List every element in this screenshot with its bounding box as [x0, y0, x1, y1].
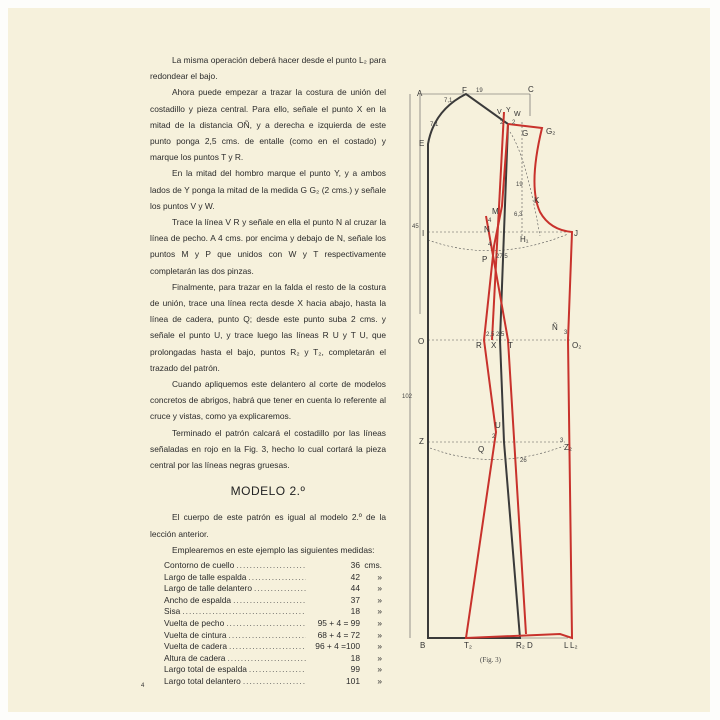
leader-dots: [254, 583, 306, 595]
leader-dots: [226, 618, 306, 630]
label-r: R: [476, 341, 482, 350]
label-r2: R₂: [516, 641, 525, 650]
measure-unit: »: [377, 606, 382, 617]
measure-name: Largo total delantero: [164, 676, 241, 687]
label-o2: O₂: [572, 341, 582, 350]
hip-curve: [430, 446, 564, 460]
label-j: J: [574, 229, 578, 238]
figure-caption: (Fig. 3): [480, 656, 501, 664]
page-number: 4: [141, 683, 145, 689]
measures-list: [150, 560, 386, 688]
label-l2: L₂: [570, 641, 578, 650]
measure-value: 68 + 4 = 72: [317, 629, 360, 640]
label-i: I: [422, 229, 425, 238]
measure-unit: cms.: [364, 560, 382, 571]
dart-line-b: [486, 216, 526, 634]
measure-left-102: 102: [402, 394, 413, 400]
measure-name: Vuelta de pecho: [164, 618, 225, 629]
leader-dots: [229, 630, 306, 642]
label-z: Z: [419, 437, 424, 446]
measure-hip-z: 3: [560, 438, 564, 444]
measure-unit: »: [377, 641, 382, 652]
leader-dots: [249, 664, 306, 676]
measure-row: [150, 676, 386, 688]
construction-lines: [410, 94, 570, 638]
paragraph: Trace la línea V R y señale en ella el punto N al cruzar la línea de pecho. A 4 cms. por encima y debajo de N, señale los puntos M y P que unidos con W y T respectivamente completarán las dos pinzas.: [150, 217, 386, 276]
measure-name: Altura de cadera: [164, 652, 226, 663]
label-x: X: [491, 341, 497, 350]
leader-dots: [229, 641, 306, 653]
label-w: W: [514, 111, 521, 118]
measure-hip-26: 26: [520, 458, 527, 464]
measure-waist-25b: 2,5: [496, 332, 505, 338]
paragraph: Emplearemos en este ejemplo las siguientes medidas:: [172, 544, 375, 555]
center-piece-outline: [428, 94, 520, 638]
measure-top-2a: 2: [500, 120, 504, 126]
label-c: C: [528, 86, 534, 94]
label-a: A: [417, 89, 423, 98]
text-column: [150, 52, 386, 688]
measure-row: [150, 560, 386, 572]
leader-dots: [236, 560, 306, 572]
label-t2: T₂: [464, 641, 472, 650]
measure-name: Largo de talle delantero: [164, 583, 253, 594]
label-q: Q: [478, 445, 485, 454]
measure-unit: »: [377, 664, 382, 675]
measure-top-width: 19: [476, 88, 483, 94]
black-pattern-outline: [428, 94, 520, 638]
paragraph: El cuerpo de este patrón es igual al modelo 2.º de la lección anterior.: [150, 512, 386, 539]
paragraph: La misma operación deberá hacer desde el punto L₂ para redondear el bajo.: [150, 55, 386, 82]
measure-value: 99: [350, 664, 360, 675]
measure-unit: »: [377, 652, 382, 663]
pattern-figure: [400, 86, 590, 652]
measure-row: [150, 664, 386, 676]
measure-value: 18: [350, 606, 360, 617]
measure-value: 36: [350, 560, 360, 571]
measure-unit: »: [377, 629, 382, 640]
point-labels: [417, 86, 581, 650]
measure-name: Ancho de espalda: [164, 594, 232, 605]
measure-value: 37: [350, 594, 360, 605]
paragraph: Ahora puede empezar a trazar la costura de unión del costadillo y pieza central. Para ello, señale el punto X en la mitad de la distancia OÑ, y a derecha e izquierda de este punto ponga 2,5 cms. de entalle (como en el costado) y marque los puntos T y R.: [150, 87, 386, 163]
measure-row: [150, 630, 386, 642]
label-g2: G₂: [546, 127, 556, 136]
measure-waist-n: 3: [564, 330, 568, 336]
measure-neck-a: 7,1: [444, 98, 453, 104]
measure-hip-2: 2: [492, 434, 496, 440]
leader-dots: [248, 572, 306, 584]
measure-name: Largo total de espalda: [164, 664, 247, 675]
measure-name: Largo de talle espalda: [164, 571, 247, 582]
measure-row: [150, 653, 386, 665]
side-piece-outline: [466, 124, 572, 638]
label-o: O: [418, 337, 425, 346]
label-n-tilde: Ñ: [552, 323, 558, 332]
paragraph: Finalmente, para trazar en la falda el resto de la costura de unión, trace una línea recta desde X hacia abajo, hasta la línea de cadera, punto Q; desde este punto suba 2 cms. y señale el punto U, y trace luego las líneas R U y T U, que prolongadas hasta el bajo, puntos R₂ y T₂, completarán el trazado del patrón.: [150, 281, 386, 373]
paragraph: Cuando apliquemos este delantero al corte de modelos concretos de abrigos, habrá que tener en cuenta lo referente al cruce y vistas, como ya explicaremos.: [150, 379, 386, 422]
measure-value: 18: [350, 652, 360, 663]
measure-row: [150, 572, 386, 584]
measure-name: Vuelta de cintura: [164, 629, 227, 640]
leader-dots: [243, 676, 306, 688]
measure-unit: »: [377, 676, 382, 687]
measure-unit: »: [377, 583, 382, 594]
measure-arm-19: 19: [516, 182, 523, 188]
measure-row: [150, 583, 386, 595]
measure-unit: »: [377, 618, 382, 629]
leader-dots: [227, 653, 306, 665]
label-g: G: [522, 129, 529, 138]
measure-value: 101: [346, 676, 360, 687]
label-m: M: [492, 207, 499, 216]
label-u: U: [495, 421, 501, 430]
label-h1: H₁: [520, 235, 529, 244]
measure-top-2b: 2: [512, 120, 516, 126]
measure-row: [150, 618, 386, 630]
label-t: T: [508, 341, 513, 350]
measure-chest-275: 27,5: [496, 254, 508, 260]
measure-left-45: 45: [412, 224, 419, 230]
label-v: V: [497, 109, 502, 116]
paragraph: En la mitad del hombro marque el punto Y, y a ambos lados de Y ponga la mitad de la medida G G₂ (2 cms.) y señale los puntos V y W.: [150, 168, 386, 211]
label-d: D: [527, 641, 533, 650]
measure-value: 44: [350, 583, 360, 594]
measure-name: Contorno de cuello: [164, 560, 235, 571]
measure-neck-e: 7,1: [430, 122, 439, 128]
label-k: K: [534, 196, 540, 205]
measure-row: [150, 641, 386, 653]
label-z2: Z₂: [564, 443, 572, 452]
measure-chest-4a: 4: [488, 218, 492, 224]
measure-name: Vuelta de cadera: [164, 641, 228, 652]
leader-dots: [182, 606, 306, 618]
paragraph: Terminado el patrón calcará el costadillo por las líneas señaladas en rojo en la Fig. 3, hecho lo cual cortará la pieza central por las líneas negras gruesas.: [150, 427, 386, 471]
label-l: L: [564, 641, 569, 650]
label-y: Y: [506, 107, 511, 114]
measure-value: 42: [350, 571, 360, 582]
measure-unit: »: [377, 571, 382, 582]
leader-dots: [233, 595, 306, 607]
measure-value: 96 + 4 =100: [315, 641, 360, 652]
measure-labels: [402, 88, 568, 464]
measure-arm-63: 6,3: [514, 212, 523, 218]
label-b: B: [420, 641, 426, 650]
red-pattern-outline: [466, 112, 572, 638]
measure-chest-4b: 4: [488, 242, 492, 248]
measure-value: 95 + 4 = 99: [317, 618, 360, 629]
measure-row: [150, 606, 386, 618]
book-page: [8, 8, 710, 712]
measure-name: Sisa: [164, 606, 181, 617]
label-e: E: [419, 139, 425, 148]
label-n: N: [484, 225, 490, 234]
label-f: F: [462, 86, 467, 95]
measure-row: [150, 595, 386, 607]
measure-unit: »: [377, 594, 382, 605]
section-title: MODELO 2.º: [230, 484, 306, 499]
measure-waist-25a: 2,5: [486, 332, 495, 338]
armhole-guide: [510, 132, 540, 236]
label-p: P: [482, 255, 488, 264]
